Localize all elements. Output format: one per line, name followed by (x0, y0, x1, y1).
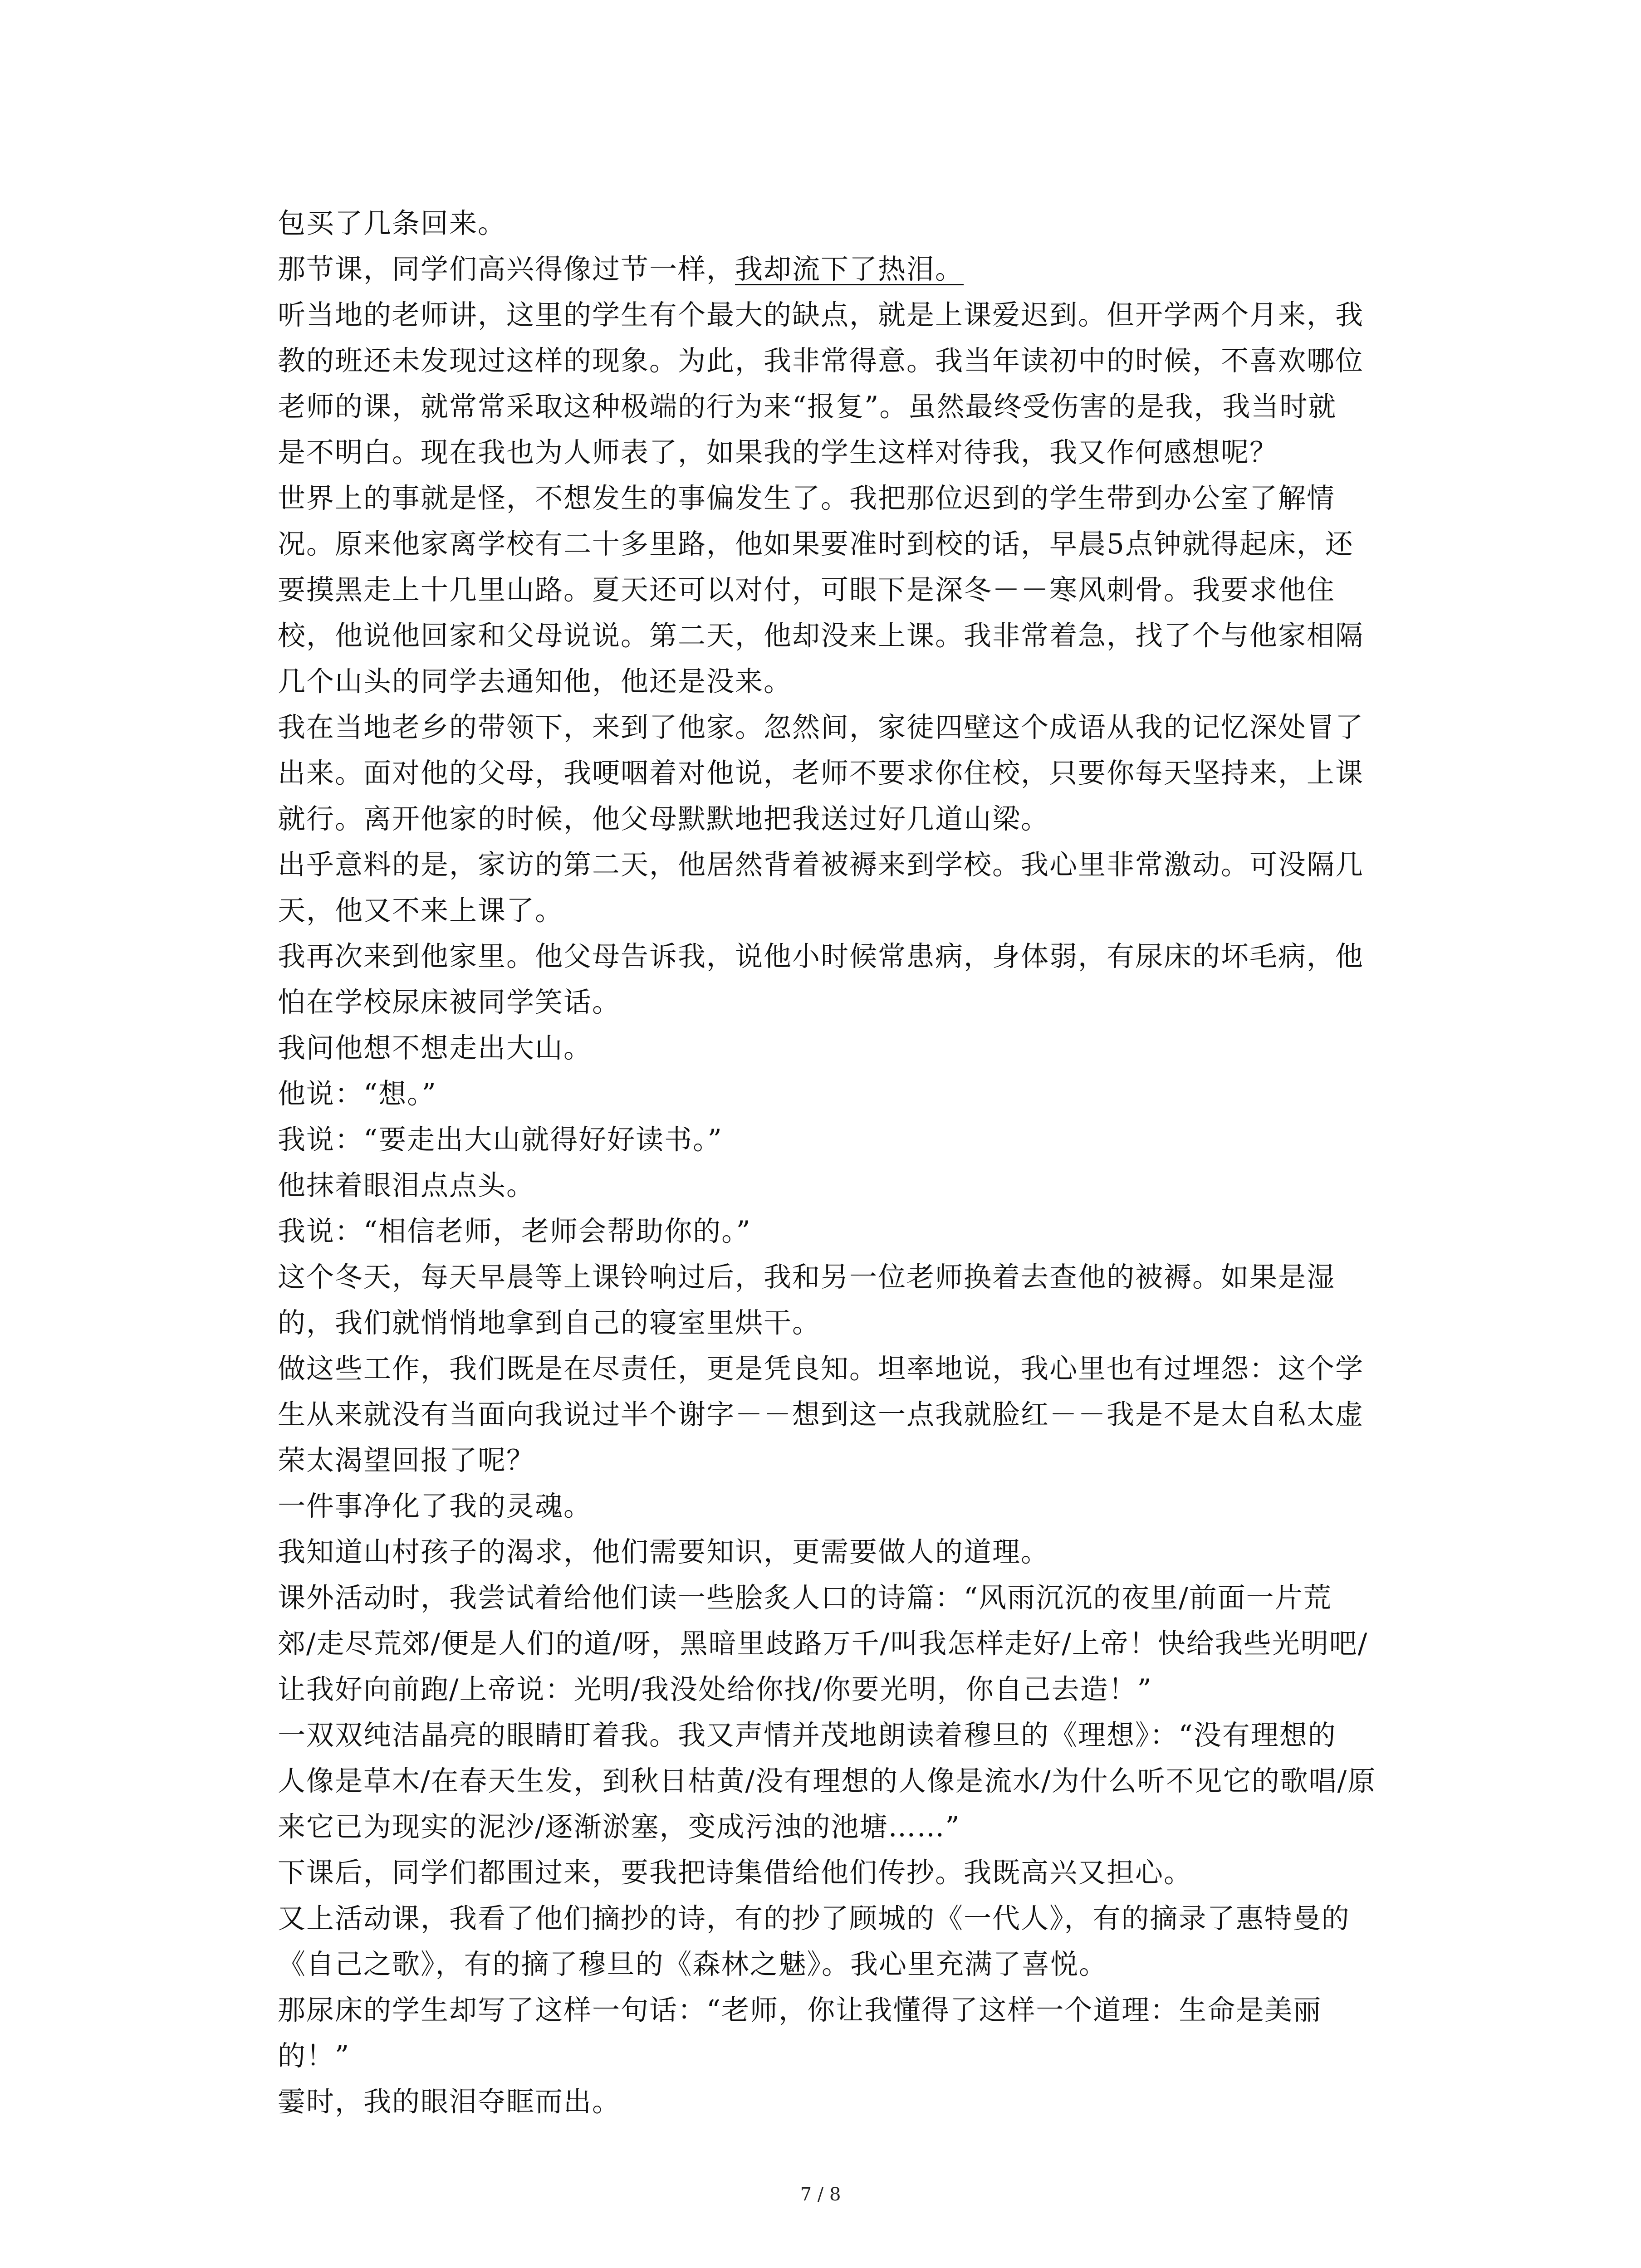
text-line-segment: 那节课，同学们高兴得像过节一样， (278, 253, 735, 285)
text-line: 让我好向前跑/上帝说：光明/我没处给你找/你要光明，你自己去造！” (278, 1673, 1152, 1706)
text-line: 的，我们就悄悄地拿到自己的寝室里烘干。 (278, 1307, 821, 1339)
underlined-phrase: 我却流下了热泪。 (735, 253, 964, 285)
text-line: 天，他又不来上课了。 (278, 894, 564, 927)
text-line: 生从来就没有当面向我说过半个谢字－－想到这一点我就脸红－－我是不是太自私太虚 (278, 1398, 1364, 1431)
text-line: 来它已为现实的泥沙/逐渐淤塞，变成污浊的池塘……” (278, 1811, 960, 1843)
text-line: 世界上的事就是怪，不想发生的事偏发生了。我把那位迟到的学生带到办公室了解情 (278, 482, 1336, 514)
text-line: 就行。离开他家的时候，他父母默默地把我送过好几道山梁。 (278, 803, 1050, 835)
text-line: 一件事净化了我的灵魂。 (278, 1490, 593, 1522)
text-line: 他抹着眼泪点点头。 (278, 1169, 535, 1202)
text-line: 听当地的老师讲，这里的学生有个最大的缺点，就是上课爱迟到。但开学两个月来，我 (278, 299, 1364, 331)
text-line: 要摸黑走上十几里山路。夏天还可以对付，可眼下是深冬－－寒风刺骨。我要求他住 (278, 574, 1336, 606)
text-line: 出乎意料的是，家访的第二天，他居然背着被褥来到学校。我心里非常激动。可没隔几 (278, 849, 1364, 881)
text-line: 出来。面对他的父母，我哽咽着对他说，老师不要求你住校，只要你每天坚持来，上课 (278, 757, 1364, 789)
text-line: 教的班还未发现过这样的现象。为此，我非常得意。我当年读初中的时候，不喜欢哪位 (278, 345, 1364, 377)
text-line: 校，他说他回家和父母说说。第二天，他却没来上课。我非常着急，找了个与他家相隔 (278, 620, 1364, 652)
text-line: 一双双纯洁晶亮的眼睛盯着我。我又声情并茂地朗读着穆旦的《理想》：“没有理想的 (278, 1719, 1337, 1751)
text-line: 的！” (278, 2040, 350, 2072)
text-line: 我在当地老乡的带领下，来到了他家。忽然间，家徒四壁这个成语从我的记忆深处冒了 (278, 711, 1364, 743)
text-line: 他说：“想。” (278, 1078, 437, 1110)
text-line: 课外活动时，我尝试着给他们读一些脍炙人口的诗篇：“风雨沉沉的夜里/前面一片荒 (278, 1582, 1332, 1614)
text-line: 包买了几条回来。 (278, 207, 507, 240)
text-line: 是不明白。现在我也为人师表了，如果我的学生这样对待我，我又作何感想呢？ (278, 436, 1279, 469)
page-number: 7 / 8 (800, 2184, 841, 2205)
text-line: 荣太渴望回报了呢？ (278, 1444, 535, 1476)
text-line: 我再次来到他家里。他父母告诉我，说他小时候常患病，身体弱，有尿床的坏毛病，他 (278, 940, 1364, 973)
text-line: 霎时，我的眼泪夺眶而出。 (278, 2086, 621, 2118)
text-line: 人像是草木/在春天生发，到秋日枯黄/没有理想的人像是流水/为什么听不见它的歌唱/原 (278, 1765, 1376, 1797)
text-line: 我说：“相信老师，老师会帮助你的。” (278, 1215, 751, 1247)
text-line: 几个山头的同学去通知他，他还是没来。 (278, 665, 793, 698)
text-line: 我知道山村孩子的渴求，他们需要知识，更需要做人的道理。 (278, 1536, 1050, 1568)
text-line: 那尿床的学生却写了这样一句话：“老师，你让我懂得了这样一个道理：生命是美丽 (278, 1994, 1322, 2026)
text-line: 下课后，同学们都围过来，要我把诗集借给他们传抄。我既高兴又担心。 (278, 1857, 1193, 1889)
text-line: 又上活动课，我看了他们摘抄的诗，有的抄了顾城的《一代人》，有的摘录了惠特曼的 (278, 1902, 1350, 1935)
text-line: 《自己之歌》，有的摘了穆旦的《森林之魅》。我心里充满了喜悦。 (278, 1948, 1108, 1980)
text-line: 郊/走尽荒郊/便是人们的道/呀，黑暗里歧路万千/叫我怎样走好/上帝！快给我些光明吧/ (278, 1628, 1368, 1660)
text-line: 怕在学校尿床被同学笑话。 (278, 986, 621, 1018)
text-line: 做这些工作，我们既是在尽责任，更是凭良知。坦率地说，我心里也有过埋怨：这个学 (278, 1353, 1364, 1385)
text-line: 老师的课，就常常采取这种极端的行为来“报复”。虽然最终受伤害的是我，我当时就 (278, 391, 1337, 423)
text-line: 我问他想不想走出大山。 (278, 1032, 593, 1064)
text-line: 我说：“要走出大山就得好好读书。” (278, 1124, 723, 1156)
text-line (278, 249, 964, 290)
text-line: 况。原来他家离学校有二十多里路，他如果要准时到校的话，早晨5点钟就得起床，还 (278, 528, 1354, 560)
text-line: 这个冬天，每天早晨等上课铃响过后，我和另一位老师换着去查他的被褥。如果是湿 (278, 1261, 1336, 1293)
